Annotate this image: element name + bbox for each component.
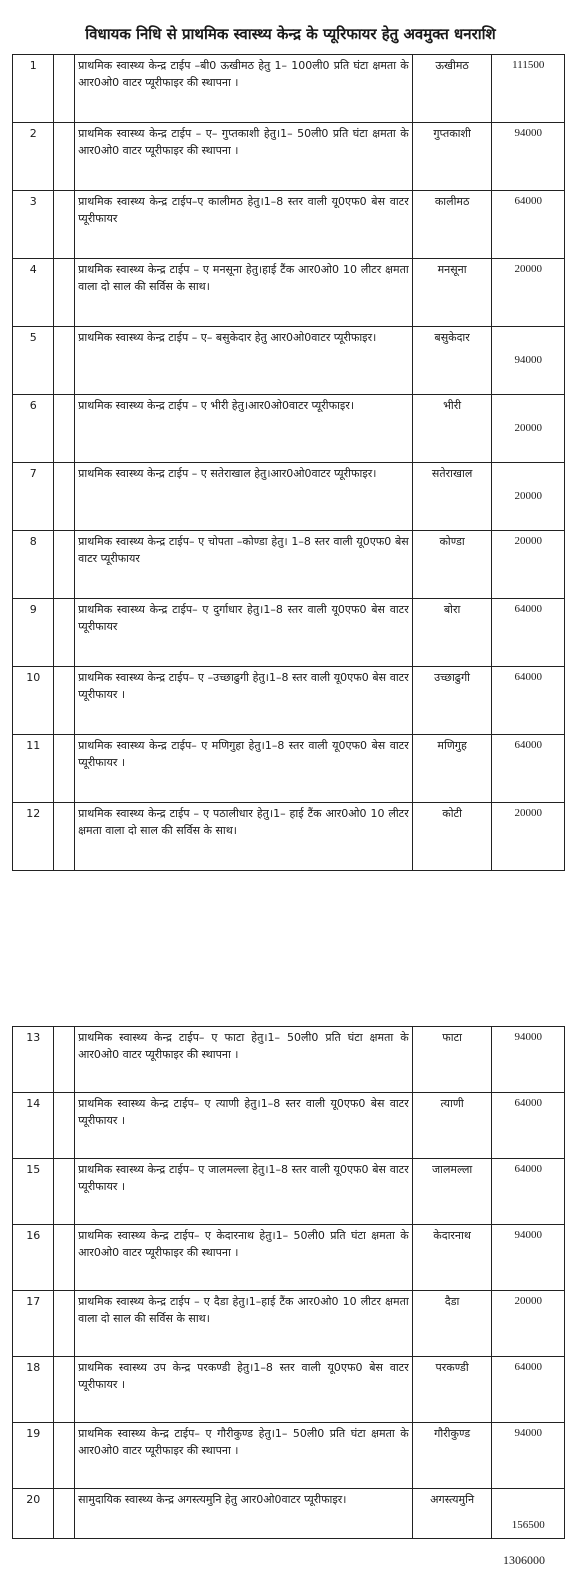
table-row: [13, 735, 565, 803]
amount-cell: 64000: [492, 191, 565, 259]
serial-number: 18: [13, 1357, 54, 1423]
blank-cell: [54, 1291, 75, 1357]
table-row: [13, 327, 565, 395]
place-cell: ऊखीमठ: [412, 55, 492, 123]
description-cell: प्राथमिक स्वास्थ्य केन्द्र टाईप– ए जालमल्ला हेतु।1–8 स्तर वाली यू0एफ0 बेस वाटर प्यूरीफायर ।: [75, 1159, 413, 1225]
blank-cell: [54, 327, 75, 395]
table-row: [13, 1093, 565, 1159]
description-cell: प्राथमिक स्वास्थ्य केन्द्र टाईप – ए मनसूना हेतु।हाई टैंक आर0ओ0 10 लीटर क्षमता वाला दो साल की सर्विस के साथ।: [75, 259, 413, 327]
blank-cell: [54, 1159, 75, 1225]
serial-number: 10: [13, 667, 54, 735]
place-cell: बसुकेदार: [412, 327, 492, 395]
place-cell: गुप्तकाशी: [412, 123, 492, 191]
place-cell: परकण्डी: [412, 1357, 492, 1423]
description-cell: प्राथमिक स्वास्थ्य केन्द्र टाईप – ए– बसुकेदार हेतु आर0ओ0वाटर प्यूरीफाइर।: [75, 327, 413, 395]
blank-cell: [54, 463, 75, 531]
description-cell: प्राथमिक स्वास्थ्य उप केन्द्र परकण्डी हेतु।1–8 स्तर वाली यू0एफ0 बेस वाटर प्यूरीफायर ।: [75, 1357, 413, 1423]
serial-number: 16: [13, 1225, 54, 1291]
description-cell: प्राथमिक स्वास्थ्य केन्द्र टाईप– ए त्याणी हेतु।1–8 स्तर वाली यू0एफ0 बेस वाटर प्यूरीफायर ।: [75, 1093, 413, 1159]
blank-cell: [54, 1093, 75, 1159]
page-title: विधायक निधि से प्राथमिक स्वास्थ्य केन्द्र के प्यूरिफायर हेतु अवमुक्त धनराशि: [85, 25, 496, 43]
blank-cell: [54, 599, 75, 667]
blank-cell: [54, 735, 75, 803]
serial-number: 3: [13, 191, 54, 259]
blank-cell: [54, 531, 75, 599]
serial-number: 12: [13, 803, 54, 871]
serial-number: 9: [13, 599, 54, 667]
description-cell: प्राथमिक स्वास्थ्य केन्द्र टाईप – ए सतेराखाल हेतु।आर0ओ0वाटर प्यूरीफाइर।: [75, 463, 413, 531]
blank-cell: [54, 191, 75, 259]
amount-cell: 20000: [492, 463, 565, 531]
description-cell: प्राथमिक स्वास्थ्य केन्द्र टाईप– ए मणिगुहा हेतु।1–8 स्तर वाली यू0एफ0 बेस वाटर प्यूरीफायर ।: [75, 735, 413, 803]
amount-cell: 64000: [492, 735, 565, 803]
blank-cell: [54, 123, 75, 191]
description-cell: प्राथमिक स्वास्थ्य केन्द्र टाईप – ए– गुप्तकाशी हेतु।1– 50ली0 प्रति घंटा क्षमता के आर0ओ0 वाटर प्यूरीफाइर की स्थापना ।: [75, 123, 413, 191]
blank-cell: [54, 1225, 75, 1291]
amount-cell: 111500: [492, 55, 565, 123]
serial-number: 7: [13, 463, 54, 531]
table-row: [13, 55, 565, 123]
table-row: [13, 259, 565, 327]
description-cell: प्राथमिक स्वास्थ्य केन्द्र टाईप – ए पठालीधार हेतु।1– हाई टैंक आर0ओ0 10 लीटर क्षमता वाला दो साल की सर्विस के साथ।: [75, 803, 413, 871]
place-cell: सतेराखाल: [412, 463, 492, 531]
table-row: [13, 1357, 565, 1423]
description-cell: प्राथमिक स्वास्थ्य केन्द्र टाईप –बी0 ऊखीमठ हेतु 1– 100ली0 प्रति घंटा क्षमता के आर0ओ0 वाटर प्यूरीफाइर की स्थापना ।: [75, 55, 413, 123]
place-cell: त्याणी: [412, 1093, 492, 1159]
place-cell: भीरी: [412, 395, 492, 463]
place-cell: बोरा: [412, 599, 492, 667]
table-row: [13, 803, 565, 871]
blank-cell: [54, 803, 75, 871]
allocation-table-part-2: [12, 1026, 565, 1539]
description-cell: प्राथमिक स्वास्थ्य केन्द्र टाईप– ए दुर्गाधार हेतु।1–8 स्तर वाली यू0एफ0 बेस वाटर प्यूरीफायर: [75, 599, 413, 667]
description-cell: सामुदायिक स्वास्थ्य केन्द्र अगस्त्यमुनि हेतु आर0ओ0वाटर प्यूरीफाइर।: [75, 1489, 413, 1539]
description-cell: प्राथमिक स्वास्थ्य केन्द्र टाईप– ए केदारनाथ हेतु।1– 50ली0 प्रति घंटा क्षमता के आर0ओ0 वाटर प्यूरीफाइर की स्थापना ।: [75, 1225, 413, 1291]
description-cell: प्राथमिक स्वास्थ्य केन्द्र टाईप– ए फाटा हेतु।1– 50ली0 प्रति घंटा क्षमता के आर0ओ0 वाटर प्यूरीफाइर की स्थापना ।: [75, 1027, 413, 1093]
serial-number: 13: [13, 1027, 54, 1093]
serial-number: 15: [13, 1159, 54, 1225]
blank-cell: [54, 1423, 75, 1489]
serial-number: 19: [13, 1423, 54, 1489]
description-cell: प्राथमिक स्वास्थ्य केन्द्र टाईप– ए गौरीकुण्ड हेतु।1– 50ली0 प्रति घंटा क्षमता के आर0ओ0 वाटर प्यूरीफाइर की स्थापना ।: [75, 1423, 413, 1489]
table-row: [13, 1489, 565, 1539]
serial-number: 14: [13, 1093, 54, 1159]
blank-cell: [54, 1357, 75, 1423]
grand-total: 1306000: [503, 1553, 545, 1567]
amount-cell: 64000: [492, 599, 565, 667]
table-row: [13, 1027, 565, 1093]
description-cell: प्राथमिक स्वास्थ्य केन्द्र टाईप–ए कालीमठ हेतु।1–8 स्तर वाली यू0एफ0 बेस वाटर प्यूरीफायर: [75, 191, 413, 259]
blank-cell: [54, 395, 75, 463]
description-cell: प्राथमिक स्वास्थ्य केन्द्र टाईप– ए चोपता –कोण्डा हेतु। 1–8 स्तर वाली यू0एफ0 बेस वाटर प्यूरीफायर: [75, 531, 413, 599]
amount-cell: 94000: [492, 123, 565, 191]
table-row: [13, 667, 565, 735]
table-row: [13, 1225, 565, 1291]
serial-number: 4: [13, 259, 54, 327]
serial-number: 2: [13, 123, 54, 191]
place-cell: अगस्त्यमुनि: [412, 1489, 492, 1539]
table-row: [13, 123, 565, 191]
serial-number: 5: [13, 327, 54, 395]
table-row: [13, 395, 565, 463]
description-cell: प्राथमिक स्वास्थ्य केन्द्र टाईप– ए –उच्छाढुगी हेतु।1–8 स्तर वाली यू0एफ0 बेस वाटर प्यूरीफायर ।: [75, 667, 413, 735]
blank-cell: [54, 55, 75, 123]
amount-cell: 94000: [492, 1225, 565, 1291]
amount-cell: 64000: [492, 1357, 565, 1423]
amount-cell: 94000: [492, 1423, 565, 1489]
serial-number: 6: [13, 395, 54, 463]
place-cell: मणिगुह: [412, 735, 492, 803]
amount-cell: 64000: [492, 667, 565, 735]
table-row: [13, 1291, 565, 1357]
table-row: [13, 1159, 565, 1225]
blank-cell: [54, 667, 75, 735]
place-cell: केदारनाथ: [412, 1225, 492, 1291]
amount-cell: 94000: [492, 1027, 565, 1093]
place-cell: मनसूना: [412, 259, 492, 327]
table-row: [13, 1423, 565, 1489]
place-cell: फाटा: [412, 1027, 492, 1093]
amount-cell: 20000: [492, 1291, 565, 1357]
serial-number: 20: [13, 1489, 54, 1539]
place-cell: गौरीकुण्ड: [412, 1423, 492, 1489]
table-row: [13, 531, 565, 599]
place-cell: कोटी: [412, 803, 492, 871]
place-cell: दैडा: [412, 1291, 492, 1357]
amount-cell: 64000: [492, 1159, 565, 1225]
table-row: [13, 463, 565, 531]
amount-cell: 20000: [492, 259, 565, 327]
place-cell: जालमल्ला: [412, 1159, 492, 1225]
blank-cell: [54, 1489, 75, 1539]
serial-number: 8: [13, 531, 54, 599]
allocation-table-part-1: [12, 54, 565, 871]
amount-cell: 94000: [492, 327, 565, 395]
serial-number: 1: [13, 55, 54, 123]
blank-cell: [54, 259, 75, 327]
place-cell: कोण्डा: [412, 531, 492, 599]
amount-cell: 20000: [492, 803, 565, 871]
description-cell: प्राथमिक स्वास्थ्य केन्द्र टाईप – ए भीरी हेतु।आर0ओ0वाटर प्यूरीफाइर।: [75, 395, 413, 463]
amount-cell: 156500: [492, 1489, 565, 1539]
blank-cell: [54, 1027, 75, 1093]
place-cell: कालीमठ: [412, 191, 492, 259]
place-cell: उच्छाढुगी: [412, 667, 492, 735]
table-row: [13, 191, 565, 259]
amount-cell: 20000: [492, 395, 565, 463]
description-cell: प्राथमिक स्वास्थ्य केन्द्र टाईप – ए दैडा हेतु।1–हाई टैंक आर0ओ0 10 लीटर क्षमता वाला दो साल की सर्विस के साथ।: [75, 1291, 413, 1357]
serial-number: 17: [13, 1291, 54, 1357]
amount-cell: 64000: [492, 1093, 565, 1159]
amount-cell: 20000: [492, 531, 565, 599]
table-row: [13, 599, 565, 667]
serial-number: 11: [13, 735, 54, 803]
